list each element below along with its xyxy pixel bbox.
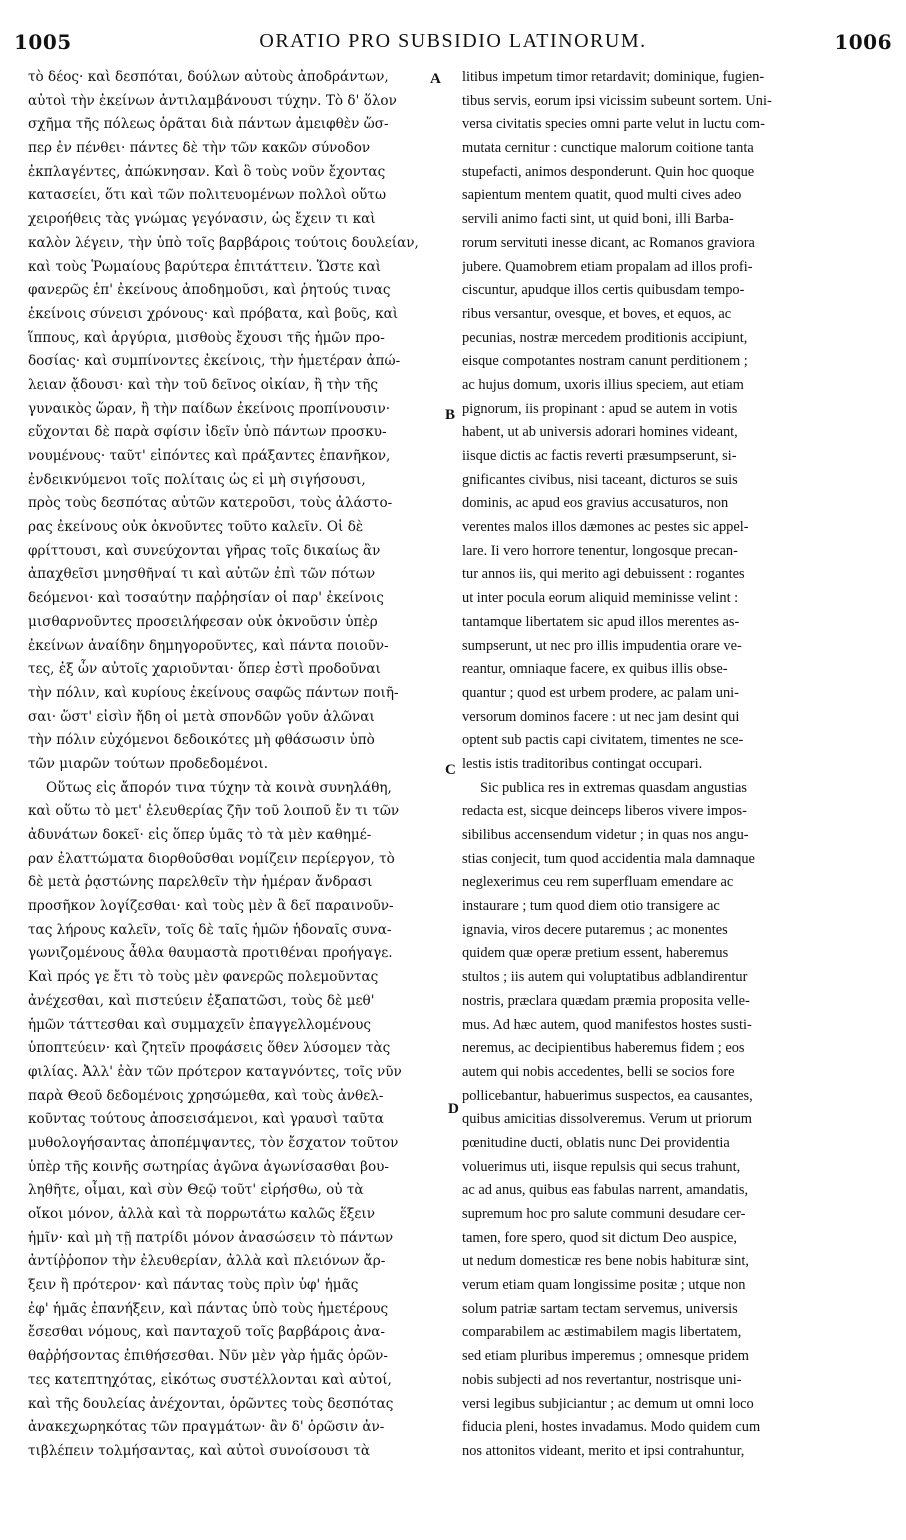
text-line: καὶ τοὺς Ῥωμαίους βαρύτερα ἐπιτάττειν. Ὥστε καὶ (28, 258, 382, 275)
text-line: ciscuntur, apudque illos certis quibusdam tempo- (462, 282, 745, 299)
text-line: ἀνακεχωρηκότας τῶν πραγμάτων· ἂν δ' ὁρῶσιν ἀν- (28, 1419, 385, 1436)
text-line: εὔχονται δὲ παρὰ σφίσιν ἰδεῖν ὑπὸ πάντων προσκυ- (28, 424, 387, 441)
text-line: κοῦντας τούτους ἀποσεισάμενοι, καὶ γραυσὶ ταῦτα (28, 1111, 384, 1128)
text-line: quibus amicitias dissolveremus. Verum ut priorum (462, 1111, 752, 1128)
text-line: solum patriæ sartam tectam servemus, universis (462, 1300, 738, 1317)
text-line: mus. Ad hæc autem, quod manifestos hostes susti- (462, 1016, 752, 1033)
text-line: πρὸς τοὺς δεσπότας αὐτῶν κατεροῦσι, τοὺς ἀλάστο- (28, 495, 393, 512)
page-header (14, 30, 892, 58)
latin-text-column (462, 66, 872, 1464)
text-line: nos attonitos videant, merito et ipsi contrahuntur, (462, 1442, 745, 1459)
text-line: κατασείει, ὅτι καὶ τῶν πολιτευομένων πολλοὶ οὕτω (28, 187, 387, 204)
text-line: tibus servis, eorum ipsi vicissim subeunt sortem. Uni- (462, 92, 772, 109)
text-line: ἀδυνάτων δοκεῖ· εἰς ὅπερ ὑμᾶς τὸ τὰ μὲν καθημέ- (28, 827, 372, 843)
section-marker-b: B (445, 407, 456, 423)
text-line: mutata cernitur : cunctique malorum coitione tanta (462, 140, 754, 157)
text-line: rorum servituti inesse dicant, ac Romanos graviora (462, 234, 755, 251)
section-marker-c: C (445, 762, 456, 778)
text-line: ribus versantur, ovesque, et boves, et equos, ac (462, 305, 732, 322)
text-line: habent, ut ab universis adorari homines videant, (462, 424, 738, 441)
text-line: χειροήθεις τὰς γνώμας γεγόνασιν, ὡς ἔχειν τι καὶ (28, 211, 376, 228)
running-title: ORATIO PRO SUBSIDIO LATINORUM. (259, 30, 647, 52)
text-line: φιλίας. Ἀλλ' ἐὰν τῶν πρότερον καταγνόντες, τοῖς νῦν (28, 1063, 402, 1080)
text-line: οἴκοι μόνον, ἀλλὰ καὶ τὰ πορρωτάτω καλῶς ἕξειν (28, 1206, 376, 1222)
text-line: αὐτοὶ τὴν ἐκείνων ἀντιλαμβάνουσι τύχην. Τὸ δ' ὅλον (28, 92, 397, 109)
text-line: verum etiam quam longissime positæ ; utque non (462, 1277, 746, 1294)
right-page-number: 1006 (834, 30, 892, 54)
text-line: μυθολογήσαντας ἀποπέμψαντες, τὸν ἔσχατον τοῦτον (28, 1134, 399, 1151)
text-line: neremus, ac decipientibus haberemus fidem ; eos (462, 1040, 745, 1057)
text-line: sibilibus accensendum videtur ; in quas nos angu- (462, 827, 749, 843)
text-line: quidem quæ operæ pretium essent, haberemus (462, 945, 729, 962)
text-line: ἐκπλαγέντες, ἀπώκνησαν. Καὶ ὃ τοὺς νοῦν ἔχοντας (28, 163, 386, 180)
text-line: ἀπαχθεῖσι μνησθῆναί τι καὶ αὐτῶν ἐπὶ τῶν πότων (28, 566, 376, 583)
text-line: ρας ἐκείνους οὐκ ὀκνοῦντες τοῦτο καλεῖν. Οἱ δὲ (28, 519, 364, 536)
text-line: ac hujus domum, uxoris illius speciem, aut etiam (462, 376, 744, 393)
text-line: δεόμενοι· καὶ τοσαύτην παῤῥησίαν οἱ παρ' ἐκείνοις (28, 590, 384, 607)
text-line: Sic publica res in extremas quasdam angustias (480, 779, 747, 796)
text-line: Οὕτως εἰς ἄπορόν τινα τύχην τὰ κοινὰ συνηλάθη, (46, 779, 392, 796)
text-line: comparabilem ac æstimabilem magis libertatem, (462, 1324, 742, 1341)
text-line: reantur, omniaque facere, ex quibus illis obse- (462, 661, 728, 678)
text-line: καὶ τῆς δουλείας ἀνέχονται, ὁρῶντες τοὺς δεσπότας (28, 1395, 394, 1412)
text-line: ἐκείνων ἀναίδην δημηγοροῦντες, καὶ πάντα ποιοῦν- (28, 637, 389, 654)
text-line: voluerimus uti, iisque repulsis qui secus trahunt, (462, 1158, 741, 1175)
text-line: lestis istis traditoribus contingat occupari. (462, 755, 703, 772)
text-line: τες κατεπτηχότας, εἰκότως συστέλλονται καὶ αὐτοί, (28, 1371, 392, 1388)
text-line: pollicebantur, habuerimus suspectos, ea causantes, (462, 1087, 753, 1104)
text-line: dominis, ac apud eos gravius accusaturos, non (462, 495, 729, 512)
text-line: redacta est, sicque deinceps liberos vivere impos- (462, 803, 747, 820)
text-line: μισθαρνοῦντες προσειλήφεσαν οὐκ ὀκνοῦσιν ὑπὲρ (28, 613, 378, 630)
text-line: versa civitatis species omni parte velut in luctu com- (462, 116, 765, 133)
text-line: δοσίας· καὶ συμπίνοντες ἐκείνοις, τὴν ἡμετέραν ἀπώ- (28, 353, 401, 370)
text-line: sumpserunt, ut nec pro illis impudentia orare ve- (462, 637, 742, 654)
text-line: nostris, præclara quædam præmia proposita velle- (462, 992, 750, 1009)
text-line: supremum hoc pro salute communi desudare cer- (462, 1206, 746, 1222)
text-line: quantur ; quod est urbem prodere, ac palam uni- (462, 684, 739, 701)
text-line: ληθῆτε, οἶμαι, καὶ σὺν Θεῷ τοῦτ' εἰρήσθω, οὐ τὰ (28, 1182, 364, 1199)
text-line: ξειν ἢ πρότερον· καὶ πάντας τοὺς πρὶν ὑφ' ἡμᾶς (28, 1277, 359, 1294)
text-line: tamen, fore spero, quod sit dictum Deo auspice, (462, 1229, 737, 1246)
text-line: nobis subjecti ad nos revertantur, nostrisque uni- (462, 1371, 742, 1388)
text-line: ὑπὲρ τῆς κοινῆς σωτηρίας ἀγῶνα ἀγωνίσασθαι βου- (28, 1158, 390, 1175)
text-line: eisque compotantes nostram canunt perditionem ; (462, 353, 748, 370)
text-line: neglexerimus ceu rem superfluam emendare ac (462, 874, 734, 891)
text-line: θαῤῥήσοντας ἐπιθήσεσθαι. Νῦν μὲν γὰρ ἡμᾶς ὁρῶν- (28, 1348, 388, 1365)
left-page-number: 1005 (14, 30, 72, 54)
text-line: γωνιζομένους ἆθλα θαυμαστὰ προτιθέναι προήγαγε. (28, 945, 393, 962)
text-line: ἀντίῤῥοπον τὴν ἐλευθερίαν, ἀλλὰ καὶ πλειόνων ἄρ- (28, 1253, 386, 1270)
text-line: stupefacti, animos desponderunt. Quin hoc quoque (462, 163, 755, 180)
text-line: τὴν πόλιν, καὶ κυρίους ἐκείνους σαφῶς πάντων ποιῆ- (28, 684, 399, 701)
text-line: τὸ δέος· καὶ δεσπόται, δούλων αὐτοὺς ἀποδράντων, (28, 69, 389, 85)
text-line: τας λήρους καλεῖν, τοῖς δὲ ταῖς ἡμῶν ἡδοναῖς συνα- (28, 921, 392, 938)
text-line: stias conjecit, tum quod accidentia mala damnaque (462, 850, 755, 867)
text-line: iisque dictis ac factis reverti præsumpserunt, si- (462, 448, 737, 464)
text-line: ἐφ' ἡμᾶς ἐπανήξειν, καὶ πάντας ὑπὸ τοὺς ἡμετέρους (28, 1300, 389, 1317)
text-line: instaurare ; tum quod diem otio transigere ac (462, 898, 720, 915)
text-line: ἀνέχεσθαι, καὶ πιστεύειν ἐξαπατῶσι, τοὺς δὲ μεθ' (28, 992, 375, 1009)
text-line: gnificantes civibus, nisi taceant, dicturos se suis (462, 471, 738, 488)
text-line: ἐκείνοις σύνεισι χρόνους· καὶ πρόβατα, καὶ βοῦς, καὶ (28, 305, 399, 322)
text-line: Καὶ πρός γε ἔτι τὸ τοὺς μὲν φανερῶς πολεμοῦντας (28, 969, 379, 986)
text-line: προσῆκον λογίζεσθαι· καὶ τοὺς μὲν ἃ δεῖ παραινοῦν- (28, 898, 394, 915)
text-line: φανερῶς ἐπ' ἐκείνους ἀποδημοῦσι, καὶ ῥητούς τινας (28, 282, 391, 299)
text-line: optent sub pactis capi civitatem, timentes ne sce- (462, 732, 744, 749)
text-line: δὲ μετὰ ῥᾳστώνης παρελθεῖν τὴν ἡμέραν ἄνδρασι (28, 874, 373, 891)
text-line: jubere. Quamobrem etiam propalam ad illos profi- (462, 258, 753, 275)
text-line: sed etiam pluribus imperemus ; omnesque pridem (462, 1348, 749, 1365)
text-line: pœnitudine ducti, oblatis nunc Dei providentia (462, 1134, 730, 1151)
text-line: verentes malos illos dæmones ac pestes sic appel- (462, 519, 749, 536)
text-line: τιβλέπειν τολμήσαντας, καὶ αὐτοὶ συνοίσουσι τὰ (28, 1442, 371, 1459)
text-line: τες, ἐξ ὧν αὐτοῖς χαριοῦνται· ὅπερ ἐστὶ προδοῦναι (28, 661, 381, 678)
text-line: tur annos iis, qui merito agi debuissent : rogantes (462, 566, 745, 583)
text-line: σχῆμα τῆς πόλεως ὁρᾶται διὰ πάντων ἀμειφθὲν ὥσ- (28, 116, 389, 133)
text-line: stultos ; iis autem qui voluptatibus adblandirentur (462, 969, 748, 986)
text-line: καὶ οὕτω τὸ μετ' ἐλευθερίας ζῆν τοῦ λοιποῦ ἔν τι τῶν (28, 803, 400, 820)
text-line: versorum dominos facere : ut nec jam desint qui (462, 708, 740, 725)
text-line: sapientum mentem quatit, quod multi cives adeo (462, 187, 742, 204)
text-line: ἐνδεικνύμενοι τοῖς πολίταις ὡς εἰ μὴ σιγήσουσι, (28, 471, 366, 488)
text-line: tantamque libertatem sic apud illos merentes as- (462, 613, 740, 630)
text-line: νουμένους· ταῦτ' εἰπόντες καὶ πράξαντες ἐπανῆκον, (28, 448, 391, 464)
text-line: παρὰ Θεοῦ δεδομένοις χρησώμεθα, καὶ τοὺς ἀνθελ- (28, 1087, 384, 1104)
text-line: versi legibus subjiciantur ; ac demum ut omni loco (462, 1395, 754, 1412)
text-line: ignavia, viros decere putaremus ; ac monentes (462, 921, 728, 938)
text-line: σαι· ὥστ' εἰσὶν ἤδη οἱ μετὰ σπονδῶν γοῦν ἁλῶναι (28, 708, 375, 725)
text-line: pecunias, nostræ mercedem proditionis accipiunt, (462, 329, 748, 346)
greek-text-column (28, 66, 443, 1464)
text-line: servili animo facti sint, ut quid boni, illi Barba- (462, 211, 734, 228)
text-line: ἡμῶν τάττεσθαι καὶ συμμαχεῖν ἐπαγγελλομένους (28, 1016, 371, 1033)
text-line: ἵππους, καὶ ἀργύρια, μισθοὺς ἔχουσι τῆς ἡμῶν προ- (28, 329, 385, 346)
text-line: autem qui nobis accedentes, belli se socios fore (462, 1063, 735, 1080)
text-line: ac ad anus, quibus eas fabulas narrent, amandatis, (462, 1182, 749, 1199)
text-line: fiducia pleni, hostes invadamus. Modo quidem cum (462, 1419, 761, 1436)
text-line: λειαν ᾄδουσι· καὶ τὴν τοῦ δεῖνος οἰκίαν, ἢ τὴν τῆς (28, 376, 379, 393)
text-line: lare. Ii vero horrore tenentur, longosque precan- (462, 542, 738, 559)
text-line: καλὸν λέγειν, τὴν ὑπὸ τοῖς βαρβάροις τούτοις δουλείαν, (28, 234, 419, 251)
section-marker-d: D (448, 1101, 459, 1117)
text-line: φρίττουσι, καὶ συνεύχονται γῆρας τοῖς δικαίως ἂν (28, 542, 381, 559)
text-line: ut nedum domesticæ res bene nobis habituræ sint, (462, 1253, 749, 1270)
text-line: ὑποπτεύειν· καὶ ζητεῖν προφάσεις ὅθεν λύσομεν τὰς (28, 1040, 391, 1057)
text-line: ἡμῖν· καὶ μὴ τῇ πατρίδι μόνον ἀνασώσειν τὸ πάντων (28, 1229, 394, 1246)
text-line: pignorum, iis propinant : apud se autem in votis (462, 400, 738, 417)
text-line: ut inter pocula eorum aliquid meminisse velint : (462, 590, 739, 607)
text-line: τὴν πόλιν εὐχόμενοι δεδοικότες μὴ φθάσωσιν ὑπὸ (28, 732, 375, 749)
text-line: γυναικὸς ὥραν, ἢ τὴν παίδων ἐκείνοις προπίνουσιν· (28, 400, 391, 417)
text-line: περ ἐν πένθει· πάντες δὲ τὴν τῶν κακῶν σύνοδον (28, 140, 371, 157)
section-marker-a: A (430, 71, 441, 87)
text-line: litibus impetum timor retardavit; dominique, fugien- (462, 69, 765, 85)
text-line: τῶν μιαρῶν τούτων προδεδομένοι. (28, 755, 269, 772)
text-line: ραν ἐλαττώματα διορθοῦσθαι νομίζειν περίεργον, τὸ (28, 850, 395, 867)
text-line: ἔσεσθαι νόμους, καὶ πανταχοῦ τοῖς βαρβάροις ἀνα- (28, 1324, 386, 1341)
